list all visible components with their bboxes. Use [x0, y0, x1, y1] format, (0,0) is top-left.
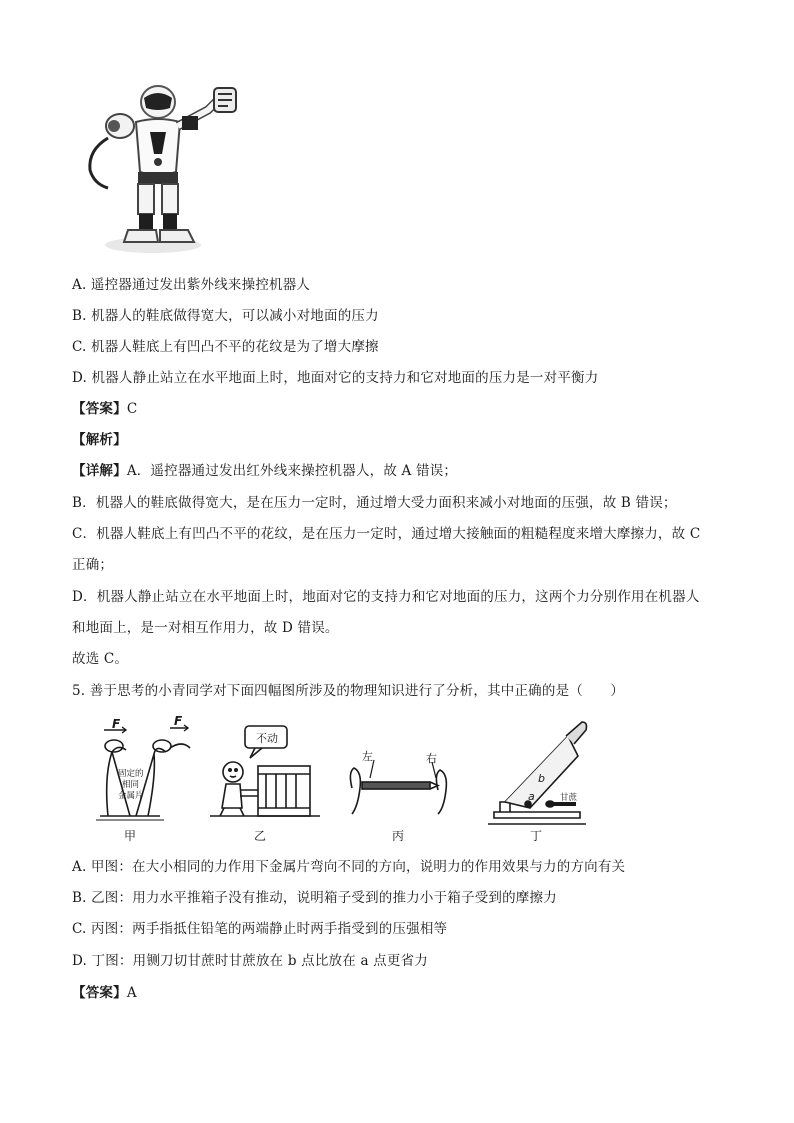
point-b: b: [538, 772, 545, 785]
q5-option-a: A. 甲图：在大小相同的力作用下金属片弯向不同的方向，说明力的作用效果与力的方向有关: [72, 859, 626, 875]
q4-detail-line: [72, 462, 457, 480]
q4-detail-line: D．机器人静止站立在水平地面上时，地面对它的支持力和它对地面的压力，这两个力分别作用在机器人: [72, 589, 700, 605]
label-right: 右: [426, 752, 437, 765]
q4-detail-line: 和地面上，是一对相互作用力，故 D 错误。: [72, 620, 339, 636]
q4-analysis-tag: 【解析】: [72, 432, 127, 448]
force-label-1: F: [112, 717, 121, 731]
q4-option-d: D. 机器人静止站立在水平地面上时，地面对它的支持力和它对地面的压力是一对平衡力: [72, 370, 599, 386]
label-left: 左: [362, 750, 373, 763]
q5-option-b: B. 乙图：用力水平推箱子没有推动，说明箱子受到的推力小于箱子受到的摩擦力: [72, 890, 557, 906]
plate-text-1: 固定的: [118, 769, 144, 779]
q4-option-b: B. 机器人的鞋底做得宽大，可以减小对地面的压力: [72, 308, 379, 324]
q5-answer: [72, 984, 137, 1002]
q4-conclusion: 故选 C。: [72, 651, 129, 667]
figure-label-bing: 丙: [392, 829, 405, 843]
force-label-2: F: [174, 716, 183, 728]
point-a: a: [528, 790, 535, 803]
q4-option-a: A. 遥控器通过发出紫外线来操控机器人: [72, 277, 311, 293]
figure-bing: [350, 760, 446, 814]
detail-tag: 【详解】: [72, 463, 127, 479]
detail-text: A．遥控器通过发出红外线来操控机器人，故 A 错误；: [126, 463, 458, 479]
figure-label-yi: 乙: [254, 829, 267, 843]
q5-figures: [90, 716, 610, 844]
q5-option-c: C. 丙图：两手指抵住铅笔的两端静止时两手指受到的压强相等: [72, 921, 448, 937]
q4-answer: [72, 400, 137, 418]
answer-value: C: [126, 401, 138, 417]
q4-detail-line: C．机器人鞋底上有凹凸不平的花纹，是在压力一定时，通过增大接触面的粗糙程度来增大摩擦力，故 C: [72, 526, 701, 542]
robot-image: [78, 80, 248, 255]
q4-detail-line: 正确；: [72, 557, 114, 573]
plate-text-2: 相同: [122, 780, 140, 790]
q4-detail-line: B．机器人的鞋底做得宽大，是在压力一定时，通过增大受力面积来减小对地面的压强，故 B 错误；: [72, 495, 677, 511]
plate-text-3: 金属片: [118, 791, 144, 801]
q5-option-d: D. 丁图：用铡刀切甘蔗时甘蔗放在 b 点比放在 a 点更省力: [72, 953, 428, 969]
answer-tag: 【答案】: [72, 401, 127, 417]
bubble-text: 不动: [256, 732, 278, 745]
answer-tag: 【答案】: [72, 985, 127, 1001]
q5-stem: 5. 善于思考的小青同学对下面四幅图所涉及的物理知识进行了分析，其中正确的是（ ）: [72, 683, 625, 699]
figure-label-jia: 甲: [124, 829, 137, 843]
figure-label-ding: 丁: [530, 829, 543, 843]
answer-value: A: [126, 985, 137, 1001]
q4-option-c: C. 机器人鞋底上有凹凸不平的花纹是为了增大摩擦: [72, 339, 379, 355]
cane-label: 甘蔗: [560, 793, 578, 803]
